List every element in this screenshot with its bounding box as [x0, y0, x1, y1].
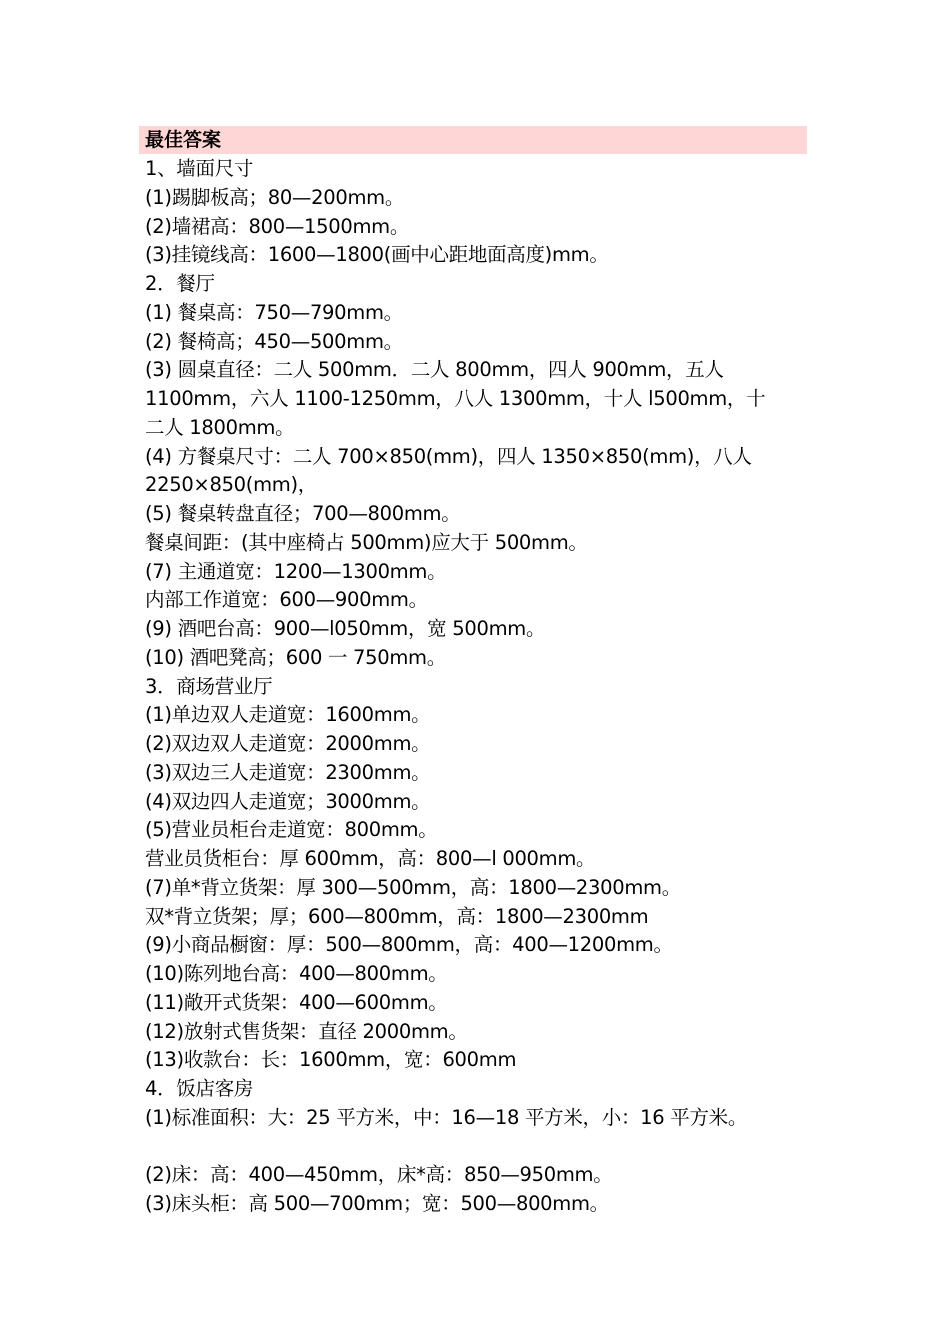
text-line: (3) 圆桌直径：二人 500mm．二人 800mm，四人 900mm，五人	[145, 358, 724, 382]
section-heading: 1、墙面尺寸	[145, 157, 254, 180]
text-line: (9)小商品橱窗：厚：500—800mm，高：400—1200mm。	[145, 933, 673, 957]
text-line: (12)放射式售货架：直径 2000mm。	[145, 1019, 468, 1043]
text-line: (10)陈列地台高：400—800mm。	[145, 962, 448, 985]
section-heading: 2．餐厅	[145, 272, 215, 295]
text-line: (3)双边三人走道宽：2300mm。	[145, 760, 431, 784]
answer-header-band	[139, 126, 807, 154]
text-line: (3)挂镜线高：1600—1800(画中心距地面高度)mm。	[145, 243, 609, 267]
text-line: 内部工作道宽：600—900mm。	[145, 588, 428, 612]
text-line: (1)标准面积：大：25 平方米，中：16—18 平方米，小：16 平方米。	[145, 1105, 748, 1129]
text-line: (10) 酒吧凳高；600 一 750mm。	[145, 645, 446, 669]
text-line: 餐桌间距：(其中座椅占 500mm)应大于 500mm。	[145, 530, 588, 554]
section-heading: 4．饭店客房	[145, 1077, 254, 1100]
text-line: (2)床：高：400—450mm，床*高：850—950mm。	[145, 1163, 613, 1187]
section-heading: 3．商场营业厅	[145, 674, 273, 698]
text-line: (11)敞开式货架：400—600mm。	[145, 990, 448, 1014]
text-line: (5) 餐桌转盘直径；700—800mm。	[145, 502, 461, 525]
text-line: (13)收款台：长：1600mm，宽：600mm	[145, 1048, 517, 1072]
text-line: 双*背立货架；厚；600—800mm，高：1800—2300mm	[145, 904, 649, 928]
text-line: (2)双边双人走道宽：2000mm。	[145, 732, 431, 755]
text-line: (7)单*背立货架：厚 300—500mm，高：1800—2300mm。	[145, 875, 681, 899]
text-line: (7) 主通道宽：1200—1300mm。	[145, 559, 447, 583]
text-line: (1)踢脚板高；80—200mm。	[145, 185, 405, 209]
text-line: (9) 酒吧台高：900—l050mm，宽 500mm。	[145, 617, 546, 640]
text-line: 二人 1800mm。	[145, 415, 295, 439]
text-line: (4)双边四人走道宽；3000mm。	[145, 789, 431, 813]
text-line: (4) 方餐桌尺寸：二人 700×850(mm)，四人 1350×850(mm)，八人	[145, 444, 752, 468]
answer-header-title: 最佳答案	[145, 129, 222, 151]
text-line: 2250×850(mm)，	[145, 473, 317, 497]
text-line: (2) 餐椅高；450—500mm。	[145, 329, 403, 353]
answer-body	[145, 155, 815, 1219]
blank-line	[145, 1133, 815, 1162]
text-line: 营业员货柜台：厚 600mm，高：800—l 000mm。	[145, 847, 596, 870]
text-line: (1) 餐桌高：750—790mm。	[145, 300, 403, 324]
text-line: (1)单边双人走道宽：1600mm。	[145, 703, 431, 727]
text-line: 1100mm，六人 1100-1250mm，八人 1300mm，十人 l500mm，十	[145, 387, 766, 410]
text-line: (5)营业员柜台走道宽：800mm。	[145, 818, 438, 842]
text-line: (2)墙裙高：800—1500mm。	[145, 214, 410, 238]
text-line: (3)床头柜：高 500—700mm；宽：500—800mm。	[145, 1192, 609, 1215]
